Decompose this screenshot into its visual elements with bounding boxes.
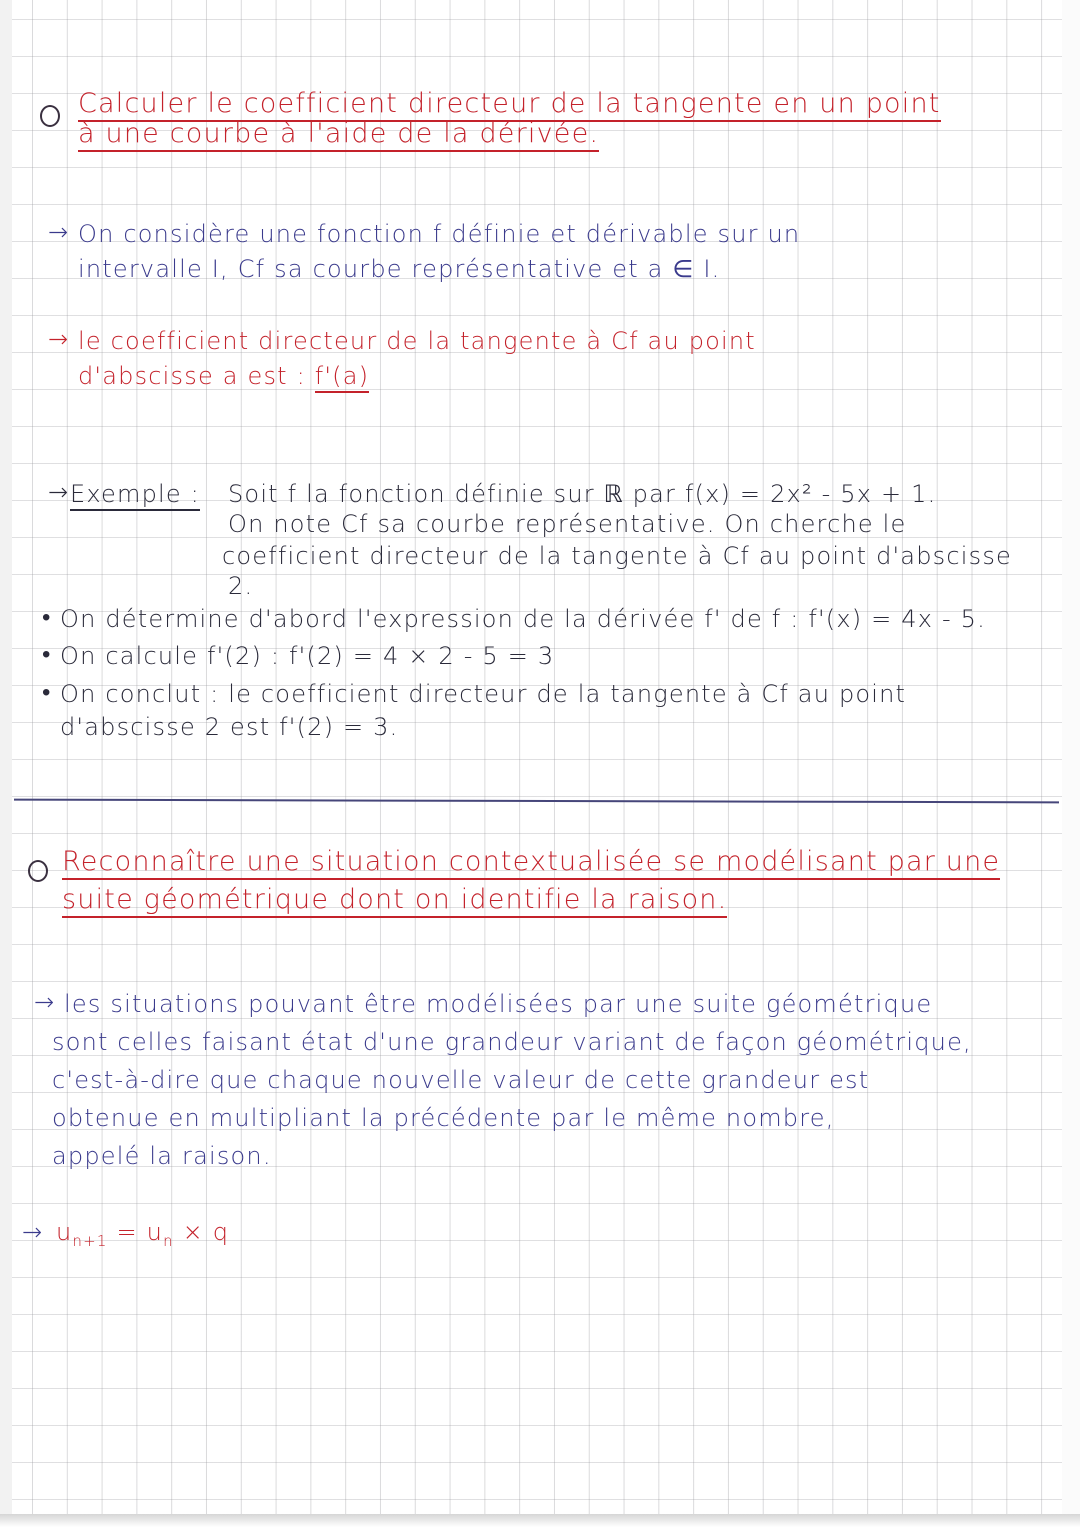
formula-rhs: u xyxy=(146,1218,164,1246)
rule-value: f'(a) xyxy=(315,362,369,393)
example-label-text: Exemple : xyxy=(70,480,200,511)
formula-equals: = xyxy=(116,1218,138,1246)
definition-line: sont celles faisant état d'une grandeur variant de façon géométrique, xyxy=(52,1028,972,1056)
definition-line: obtenue en multipliant la précédente par le même nombre, xyxy=(52,1104,835,1132)
section-bullet-circle xyxy=(28,860,48,882)
arrow-icon: → xyxy=(48,478,70,506)
page-bottom-edge xyxy=(0,1514,1080,1527)
step-3: On conclut : le coefficient directeur de la tangente à Cf au point xyxy=(60,680,907,708)
definition-line: appelé la raison. xyxy=(52,1142,272,1170)
arrow-icon: → xyxy=(48,218,70,246)
arrow-icon: → xyxy=(34,988,56,1016)
example-line4: 2. xyxy=(228,572,254,600)
example-label xyxy=(70,480,200,508)
step-4: d'abscisse 2 est f'(2) = 3. xyxy=(60,713,399,741)
formula-lhs-sub: n+1 xyxy=(72,1232,108,1250)
formula-times: × xyxy=(182,1218,204,1246)
definition-line2: intervalle I, Cf sa courbe représentative et a ∈ I. xyxy=(78,255,721,283)
definition-line: c'est-à-dire que chaque nouvelle valeur de cette grandeur est xyxy=(52,1066,870,1094)
formula-q: q xyxy=(212,1218,230,1246)
step-bullet: • xyxy=(42,678,52,706)
title-text: Calculer le coefficient directeur de la tangente en un point xyxy=(78,88,941,122)
title-text: suite géométrique dont on identifie la raison. xyxy=(62,884,727,918)
section2-title-line1 xyxy=(62,846,1000,877)
rule-line2 xyxy=(78,362,369,390)
formula-lhs: u xyxy=(56,1218,73,1246)
rule-prefix: d'abscisse a est : xyxy=(78,362,306,390)
step-2: On calcule f'(2) : f'(2) = 4 × 2 - 5 = 3 xyxy=(60,642,555,670)
step-1: On détermine d'abord l'expression de la dérivée f' de f : f'(x) = 4x - 5. xyxy=(60,605,986,633)
example-line2: On note Cf sa courbe représentative. On cherche le xyxy=(228,510,907,538)
section1-title-line1 xyxy=(78,88,941,119)
section2-title-line2 xyxy=(62,884,727,915)
arrow-icon: → xyxy=(48,325,70,353)
example-line3: coefficient directeur de la tangente à Cf au point d'abscisse xyxy=(222,542,1012,570)
arrow-icon: → xyxy=(22,1218,44,1246)
section1-title-line2 xyxy=(78,118,599,149)
formula-rhs-sub: n xyxy=(163,1232,174,1250)
title-text: à une courbe à l'aide de la dérivée. xyxy=(78,118,599,152)
page-left-edge xyxy=(0,0,12,1527)
step-bullet: • xyxy=(42,603,52,631)
definition-line1: On considère une fonction f définie et dérivable sur un xyxy=(78,220,801,248)
section-bullet-circle xyxy=(40,105,60,127)
geometric-formula xyxy=(56,1218,229,1250)
step-bullet: • xyxy=(42,640,52,668)
definition-line: les situations pouvant être modélisées par une suite géométrique xyxy=(64,990,933,1018)
rule-line1: le coefficient directeur de la tangente à Cf au point xyxy=(78,327,756,355)
example-line1: Soit f la fonction définie sur ℝ par f(x) = 2x² - 5x + 1. xyxy=(228,480,937,508)
title-text: Reconnaître une situation contextualisée se modélisant par une xyxy=(62,846,1000,880)
